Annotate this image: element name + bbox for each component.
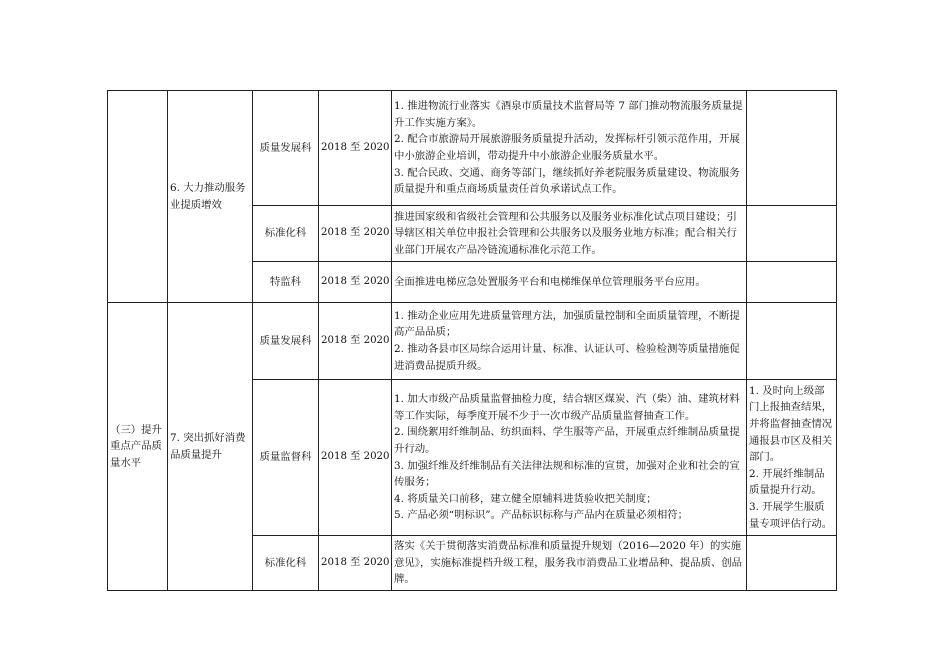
- task-cell: 7. 突出抓好消费品质量提升: [168, 303, 253, 591]
- dept-cell: 标准化科: [253, 206, 319, 262]
- content-line: 2. 配合市旅游局开展旅游服务质量提升活动，发挥标杆引领示范作用，开展中小旅游企业培训，带动提升中小旅游企业服务质量水平。: [394, 133, 740, 162]
- content-cell: [392, 303, 747, 380]
- dept-cell: 特监科: [253, 262, 319, 303]
- category-cell: （三）提升重点产品质量水平: [108, 303, 168, 591]
- table-row: [108, 91, 837, 206]
- note-cell-empty: [747, 303, 837, 380]
- note-cell-empty: [747, 91, 837, 206]
- time-cell: 2018 至 2020: [319, 262, 392, 303]
- note-cell-empty: [747, 206, 837, 262]
- content-cell: [392, 536, 747, 591]
- content-cell: [392, 91, 747, 206]
- content-line: 2. 围绕絮用纤维制品、纺织面料、学生服等产品，开展重点纤维制品质量提升行动。: [394, 426, 740, 455]
- task-cell: 6. 大力推动服务业提质增效: [168, 91, 253, 303]
- note-cell: [747, 380, 837, 536]
- content-line: 1. 加大市级产品质量监督抽检力度，结合辖区煤炭、汽（柴）油、建筑材料等工作实际，每季度开展不少于一次市级产品质量监督抽查工作。: [394, 393, 740, 422]
- content-line: 1. 推进物流行业落实《酒泉市质量技术监督局等 7 部门推动物流服务质量提升工作实施方案》。: [394, 100, 743, 129]
- content-line: 4. 将质量关口前移，建立健全原辅料进货验收把关制度；: [394, 492, 657, 505]
- time-cell: 2018 至 2020: [319, 380, 392, 536]
- note-line: 3. 开展学生服质量专项评估行动。: [749, 500, 833, 530]
- content-cell: [392, 206, 747, 262]
- dept-cell: 质量发展科: [253, 91, 319, 206]
- content-line: 1. 推动企业应用先进质量管理方法，加强质量控制和全面质量管理，不断提高产品品质；: [394, 309, 740, 339]
- content-line: 全面推进电梯应急处置服务平台和电梯维保单位管理服务平台应用。: [394, 275, 706, 288]
- content-line: 3. 加强纤维及纤维制品有关法律法规和标准的宣贯，加强对企业和社会的宣传服务；: [394, 459, 740, 489]
- dept-cell: 标准化科: [253, 536, 319, 591]
- dept-cell: 质量监督科: [253, 380, 319, 536]
- time-cell: 2018 至 2020: [319, 536, 392, 591]
- note-line: 2. 开展纤维制品质量提升行动。: [749, 467, 825, 497]
- note-line: 1. 及时向上级部门上报抽查结果，并将监督抽查情况通报县市区及相关部门。: [749, 384, 833, 464]
- content-line: 3. 配合民政、交通、商务等部门，继续抓好养老院服务质量建设、物流服务质量提升和重点商场质量责任首负承诺试点工作。: [394, 166, 740, 196]
- time-cell: 2018 至 2020: [319, 303, 392, 380]
- task-table: [107, 90, 837, 591]
- note-cell-empty: [747, 262, 837, 303]
- content-line: 推进国家级和省级社会管理和公共服务以及服务业标准化试点项目建设；引导辖区相关单位申报社会管理和公共服务以及服务业地方标准；配合相关行业部门开展农产品冷链流通标准化示范工作。: [394, 210, 737, 256]
- content-cell: [392, 262, 747, 303]
- content-line: 落实《关于贯彻落实消费品标准和质量提升规划（2016—2020 年）的实施意见》，实施标准提档升级工程，服务我市消费品工业增品种、提品质、创品牌。: [394, 540, 743, 586]
- content-cell: [392, 380, 747, 536]
- category-cell-empty: [108, 91, 168, 303]
- table-row: [108, 303, 837, 380]
- note-cell-empty: [747, 536, 837, 591]
- dept-cell: 质量发展科: [253, 303, 319, 380]
- content-line: 5. 产品必须“明标识”。产品标识标称与产品内在质量必须相符；: [394, 509, 688, 522]
- time-cell: 2018 至 2020: [319, 91, 392, 206]
- content-line: 2. 推动各县市区局综合运用计量、标准、认证认可、检验检测等质量措施促进消费品提质升级。: [394, 343, 740, 372]
- time-cell: 2018 至 2020: [319, 206, 392, 262]
